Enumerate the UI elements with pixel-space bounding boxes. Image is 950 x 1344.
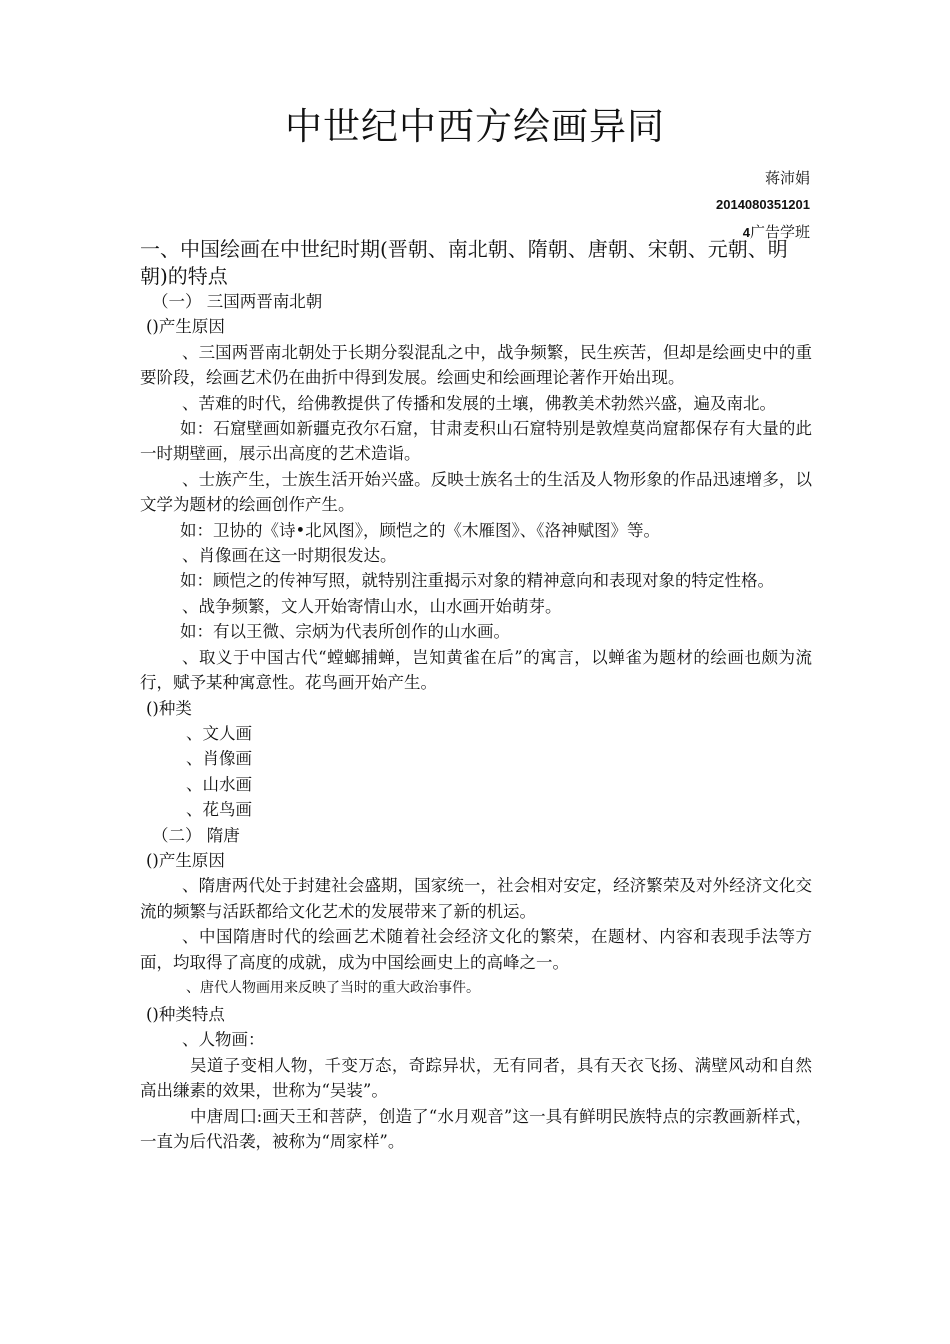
document-title: 中世纪中西方绘画异同: [285, 105, 665, 148]
subheading: ()产生原因: [146, 850, 225, 870]
example-paragraph: 如：顾恺之的传神写照，就特别注重揭示对象的精神意向和表现对象的特定性格。: [180, 571, 774, 591]
list-item: 、山水画: [186, 774, 252, 794]
document-body: [140, 289, 812, 1154]
example-paragraph: 如：有以王微、宗炳为代表所创作的山水画。: [180, 622, 510, 642]
paragraph: 吴道子变相人物，千变万态，奇踪异状，无有同者，具有天衣飞扬、满壁风动和自然高出缣素的效果，世称为“吴装”。: [140, 1055, 812, 1101]
list-item: 、文人画: [186, 723, 252, 743]
subheading: ()种类特点: [146, 1004, 225, 1024]
paragraph: 、战争频繁，文人开始寄情山水，山水画开始萌芽。: [182, 596, 562, 616]
paragraph: 、中国隋唐时代的绘画艺术随着社会经济文化的繁荣，在题材、内容和表现手法等方面，均取得了高度的成就，成为中国绘画史上的高峰之一。: [140, 927, 812, 972]
example-paragraph: 如：卫协的《诗•北风图》，顾恺之的《木雁图》、《洛神赋图》等。: [180, 520, 660, 540]
subheading: ()产生原因: [146, 317, 225, 337]
list-item: 、花鸟画: [186, 800, 252, 820]
subsection-title: （二） 隋唐: [152, 825, 240, 845]
subheading: ()种类: [146, 698, 192, 718]
paragraph: 、肖像画在这一时期很发达。: [182, 546, 397, 566]
paragraph: 、士族产生，士族生活开始兴盛。反映士族名士的生活及人物形象的作品迅速增多，以文学为题材的绘画创作产生。: [140, 469, 812, 515]
section-heading: 一、中国绘画在中世纪时期(晋朝、南北朝、隋朝、唐朝、宋朝、元朝、明朝)的特点: [140, 237, 788, 288]
student-id: 2014080351201: [716, 197, 810, 212]
paragraph: 、隋唐两代处于封建社会盛期，国家统一，社会相对安定，经济繁荣及对外经济文化交流的频繁与活跃都给文化艺术的发展带来了新的机运。: [140, 876, 812, 921]
paragraph: 、取义于中国古代“螳螂捕蝉，岂知黄雀在后”的寓言，以蝉雀为题材的绘画也颇为流行，赋予某种寓意性。花鸟画开始产生。: [140, 647, 812, 693]
author-block: [716, 166, 810, 245]
example-paragraph: 如：石窟壁画如新疆克孜尔石窟，甘肃麦积山石窟特别是敦煌莫尚窟都保存有大量的此一时期壁画，展示出高度的艺术造诣。: [140, 419, 812, 464]
paragraph: 、苦难的时代，给佛教提供了传播和发展的土壤，佛教美术勃然兴盛，遍及南北。: [182, 393, 776, 413]
paragraph: 、唐代人物画用来反映了当时的重大政治事件。: [186, 979, 480, 996]
list-item: 、人物画：: [182, 1030, 265, 1050]
paragraph: 中唐周囗:画天王和菩萨，创造了“水月观音”这一具有鲜明民族特点的宗教画新样式，一直为后代沿袭，被称为“周家样”。: [140, 1106, 812, 1151]
list-item: 、肖像画: [186, 749, 252, 769]
author-name: 蒋沛娟: [764, 169, 810, 187]
class-prefix: 4: [742, 225, 750, 240]
paragraph: 、三国两晋南北朝处于长期分裂混乱之中，战争频繁，民生疾苦，但却是绘画史中的重要阶段，绘画艺术仍在曲折中得到发展。绘画史和绘画理论著作开始出现。: [140, 342, 812, 388]
class-name: 广告学班: [749, 223, 810, 241]
subsection-title: （一） 三国两晋南北朝: [152, 292, 323, 311]
